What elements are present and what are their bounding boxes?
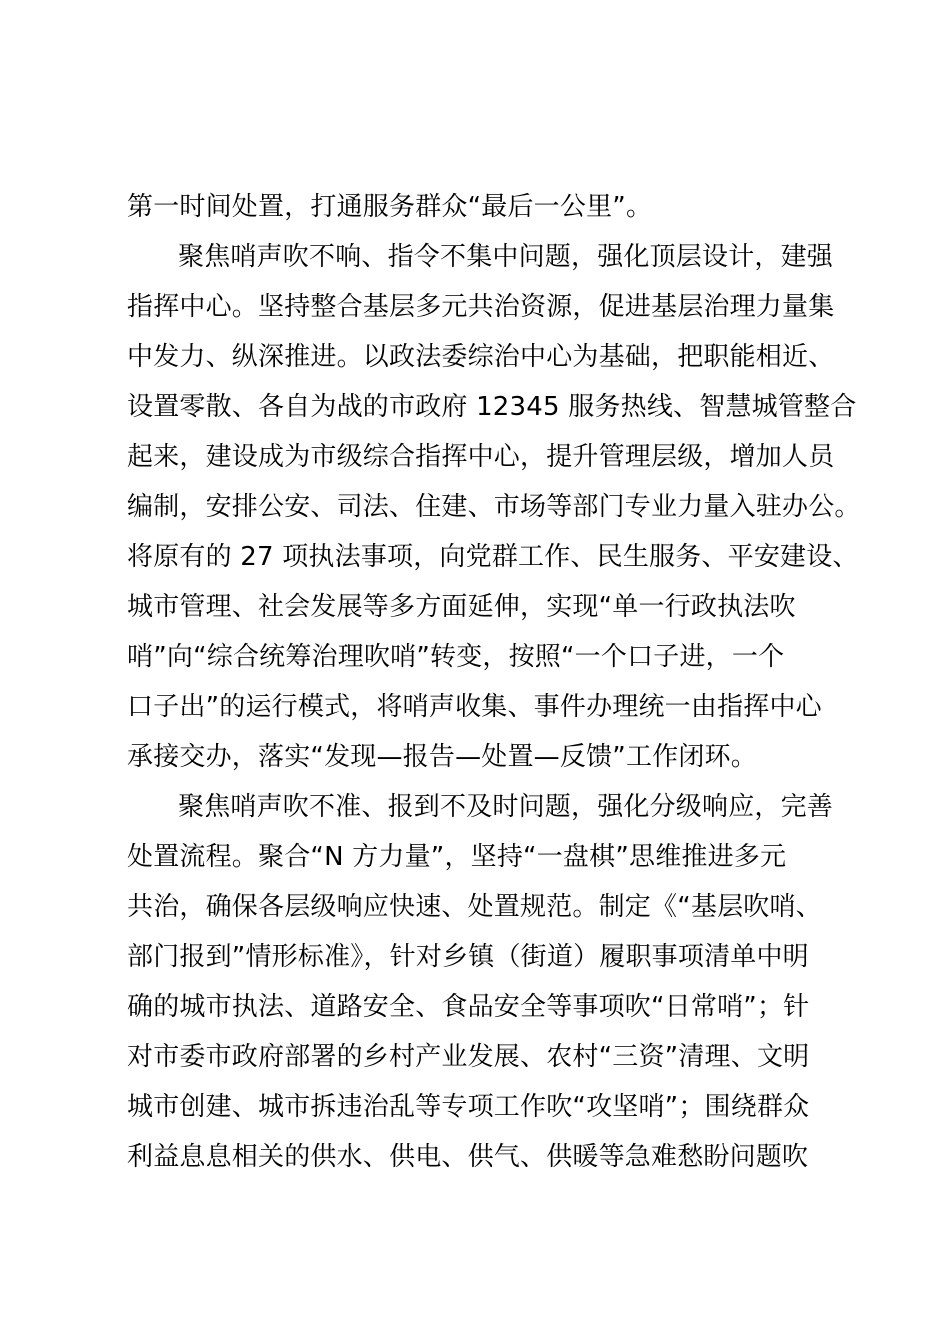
text-line: 中发力、纵深推进。以政法委综治中心为基础，把职能相近、: [127, 342, 835, 372]
text-line: 对市委市政府部署的乡村产业发展、农村“三资”清理、文明: [127, 1042, 810, 1072]
text-line: 利益息息相关的供水、供电、供气、供暖等急难愁盼问题吹: [127, 1142, 809, 1172]
text-line: 城市创建、城市拆违治乱等专项工作吹“攻坚哨”；围绕群众: [127, 1092, 810, 1122]
text-line: 部门报到”情形标准》，针对乡镇（街道）履职事项清单中明: [127, 942, 809, 972]
text-line: 城市管理、社会发展等多方面延伸，实现“单一行政执法吹: [127, 592, 796, 622]
text-line: 指挥中心。坚持整合基层多元共治资源，促进基层治理力量集: [127, 292, 835, 322]
text-line: 共治，确保各层级响应快速、处置规范。制定《“基层吹哨、: [127, 892, 822, 922]
text-line: 设置零散、各自为战的市政府 12345 服务热线、智慧城管整合: [127, 392, 857, 422]
text-line: 确的城市执法、道路安全、食品安全等事项吹“日常哨”；针: [127, 992, 810, 1022]
text-line: 起来，建设成为市级综合指挥中心，提升管理层级，增加人员: [127, 442, 835, 472]
text-line: 哨”向“综合统筹治理吹哨”转变，按照“一个口子进，一个: [127, 642, 785, 672]
text-line: 将原有的 27 项执法事项，向党群工作、民生服务、平安建设、: [127, 542, 859, 572]
text-line: 承接交办，落实“发现—报告—处置—反馈”工作闭环。: [127, 742, 757, 772]
paragraph-start-line: 聚焦哨声吹不准、报到不及时问题，强化分级响应，完善: [178, 792, 834, 822]
text-line: 编制，安排公安、司法、住建、市场等部门专业力量入驻办公。: [127, 492, 861, 522]
text-line: 第一时间处置，打通服务群众“最后一公里”。: [127, 192, 653, 222]
text-line: 处置流程。聚合“N 方力量”，坚持“一盘棋”思维推进多元: [127, 842, 787, 872]
text-line: 口子出”的运行模式，将哨声收集、事件办理统一由指挥中心: [127, 692, 822, 722]
paragraph-start-line: 聚焦哨声吹不响、指令不集中问题，强化顶层设计，建强: [178, 242, 834, 272]
